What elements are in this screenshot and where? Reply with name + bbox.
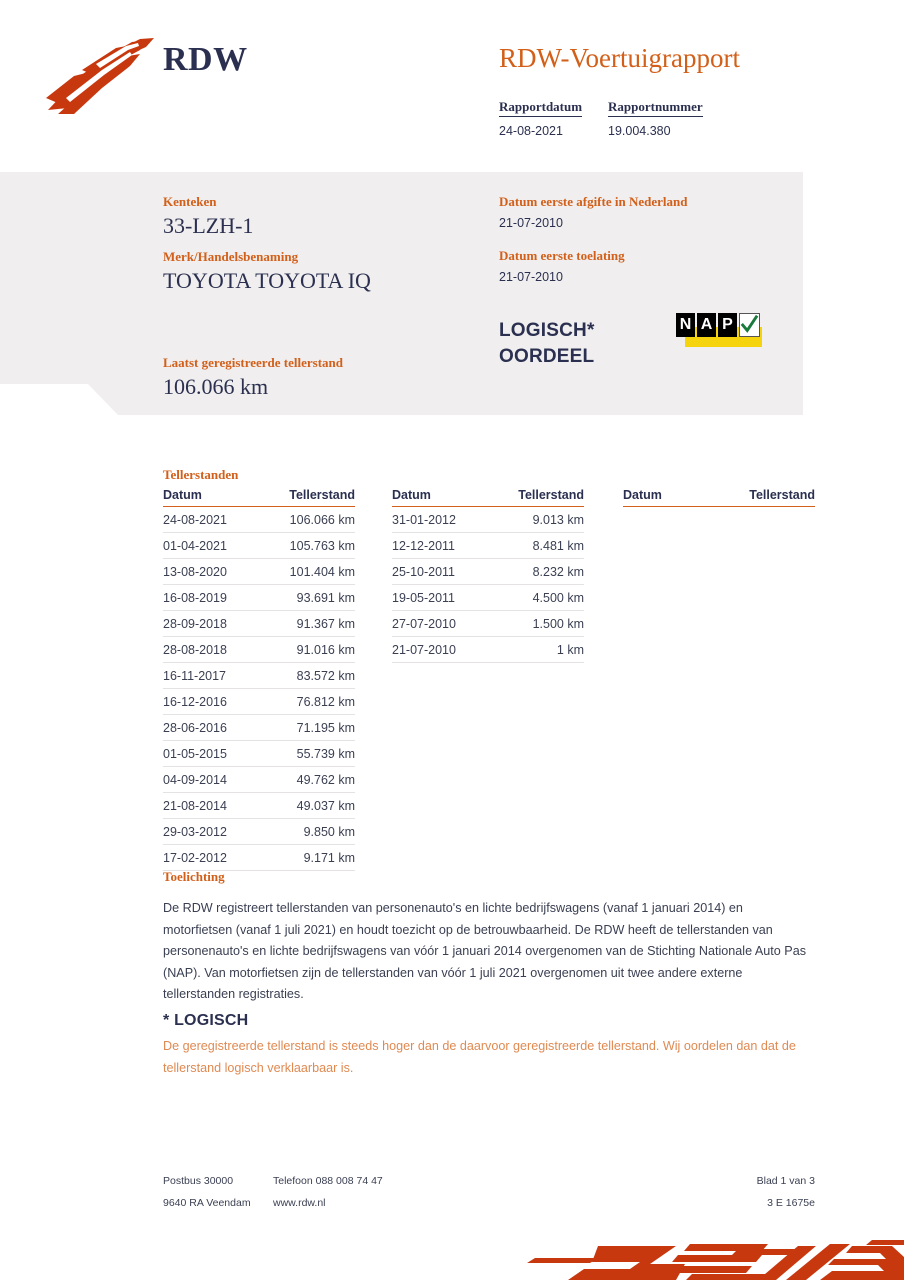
report-title: RDW-Voertuigrapport [499, 43, 740, 73]
col-header-datum: Datum [623, 488, 694, 507]
cell-datum: 31-01-2012 [392, 507, 487, 533]
table-row [163, 819, 355, 845]
oordeel-line-2: OORDEEL [499, 346, 595, 367]
cell-tellerstand: 101.404 km [258, 559, 355, 585]
cell-datum: 17-02-2012 [163, 845, 258, 871]
nap-letter-p: P [718, 313, 737, 337]
table-row [163, 585, 355, 611]
table-row [392, 637, 584, 663]
table-row [392, 611, 584, 637]
nap-letter-a: A [697, 313, 716, 337]
tellerstanden-table-2 [392, 488, 584, 663]
footer-website[interactable]: www.rdw.nl [273, 1197, 326, 1209]
cell-datum: 01-04-2021 [163, 533, 258, 559]
tellerstanden-table-3 [623, 488, 815, 507]
logisch-title: * LOGISCH [163, 1012, 249, 1029]
cell-datum: 19-05-2011 [392, 585, 487, 611]
merk-value: TOYOTA TOYOTA IQ [163, 268, 371, 293]
table-row [163, 767, 355, 793]
eerste-toelating-value: 21-07-2010 [499, 270, 563, 284]
footer-form-code: 3 E 1675e [767, 1197, 815, 1209]
checkmark-icon [740, 314, 759, 336]
report-number-block [608, 99, 703, 138]
cell-datum: 28-06-2016 [163, 715, 258, 741]
cell-tellerstand: 9.850 km [258, 819, 355, 845]
field-eerste-toelating [499, 248, 625, 284]
report-number-value: 19.004.380 [608, 124, 671, 138]
laatst-tellerstand-value: 106.066 km [163, 374, 269, 399]
table-body [163, 507, 355, 871]
table-row [163, 559, 355, 585]
cell-datum: 21-07-2010 [392, 637, 487, 663]
cell-datum: 29-03-2012 [163, 819, 258, 845]
table-row [392, 533, 584, 559]
rdw-feather-logo-icon [44, 36, 159, 116]
table-row [163, 533, 355, 559]
report-number-label: Rapportnummer [608, 99, 703, 117]
table-row [392, 585, 584, 611]
oordeel-status [499, 318, 595, 370]
kenteken-value: 33-LZH-1 [163, 213, 254, 238]
eerste-afgifte-label: Datum eerste afgifte in Nederland [499, 194, 688, 209]
col-header-tellerstand: Tellerstand [258, 488, 355, 507]
cell-datum: 21-08-2014 [163, 793, 258, 819]
table-row [163, 507, 355, 533]
cell-datum: 12-12-2011 [392, 533, 487, 559]
cell-datum: 28-08-2018 [163, 637, 258, 663]
footer-telefoon: Telefoon 088 008 74 47 [273, 1175, 383, 1187]
cell-tellerstand: 9.171 km [258, 845, 355, 871]
cell-tellerstand: 91.016 km [258, 637, 355, 663]
cell-datum: 16-11-2017 [163, 663, 258, 689]
logisch-body: De geregistreerde tellerstand is steeds hoger dan de daarvoor geregistreerde tellerstand. Wij oordelen dan dat de tellerstand logisch verklaarbaar is. [163, 1039, 796, 1075]
footer-row-2 [163, 1192, 815, 1214]
table-row [163, 741, 355, 767]
cell-datum: 25-10-2011 [392, 559, 487, 585]
report-date-block [499, 99, 582, 138]
nap-checkmark-icon [739, 313, 760, 337]
footer-page-number: Blad 1 van 3 [756, 1175, 815, 1187]
field-kenteken [163, 194, 253, 239]
cell-tellerstand: 105.763 km [258, 533, 355, 559]
table-row [163, 637, 355, 663]
tellerstanden-section-title: Tellerstanden [163, 467, 239, 482]
table-row [163, 845, 355, 871]
page-footer [163, 1170, 815, 1214]
eerste-afgifte-value: 21-07-2010 [499, 216, 563, 230]
cell-datum: 13-08-2020 [163, 559, 258, 585]
cell-datum: 27-07-2010 [392, 611, 487, 637]
cell-datum: 16-08-2019 [163, 585, 258, 611]
cell-datum: 16-12-2016 [163, 689, 258, 715]
cell-tellerstand: 8.481 km [487, 533, 584, 559]
cell-datum: 28-09-2018 [163, 611, 258, 637]
table-row [163, 715, 355, 741]
cell-tellerstand: 106.066 km [258, 507, 355, 533]
field-eerste-afgifte [499, 194, 687, 230]
oordeel-line-1: LOGISCH* [499, 320, 595, 341]
col-header-tellerstand: Tellerstand [694, 488, 815, 507]
cell-datum: 01-05-2015 [163, 741, 258, 767]
table-body [392, 507, 584, 663]
nap-logo-icon [676, 313, 762, 347]
footer-row-1 [163, 1170, 815, 1192]
cell-tellerstand: 49.037 km [258, 793, 355, 819]
cell-tellerstand: 71.195 km [258, 715, 355, 741]
cell-tellerstand: 1 km [487, 637, 584, 663]
table-row [163, 793, 355, 819]
cell-tellerstand: 93.691 km [258, 585, 355, 611]
cell-tellerstand: 1.500 km [487, 611, 584, 637]
table-row [163, 689, 355, 715]
cell-tellerstand: 91.367 km [258, 611, 355, 637]
rdw-wordmark: RDW [163, 41, 248, 78]
tellerstanden-table-1 [163, 488, 355, 871]
cell-datum: 04-09-2014 [163, 767, 258, 793]
report-date-value: 24-08-2021 [499, 124, 563, 138]
cell-tellerstand: 83.572 km [258, 663, 355, 689]
table-row [392, 559, 584, 585]
col-header-tellerstand: Tellerstand [487, 488, 584, 507]
report-date-label: Rapportdatum [499, 99, 582, 117]
footer-postbus: Postbus 30000 [163, 1175, 234, 1187]
laatst-tellerstand-label: Laatst geregistreerde tellerstand [163, 355, 344, 370]
toelichting-body: De RDW registreert tellerstanden van personenauto's en lichte bedrijfswagens (vanaf 1 januari 2014) en motorfietsen (vanaf 1 juli 2021) en houdt toezicht op de betrouwbaarheid. De RDW heeft de tellerstanden van personenauto's en lichte bedrijfswagens van vóór 1 januari 2014 overgenomen van de Stichting Nationale Auto Pas (NAP). Van motorfietsen zijn de tellerstanden van vóór 1 juli 2021 overgenomen uit twee andere externe tellerstanden registraties. [163, 901, 807, 1001]
field-merk [163, 249, 371, 294]
cell-tellerstand: 4.500 km [487, 585, 584, 611]
table-row [163, 611, 355, 637]
cell-tellerstand: 76.812 km [258, 689, 355, 715]
table-row [392, 507, 584, 533]
col-header-datum: Datum [163, 488, 258, 507]
footer-city: 9640 RA Veendam [163, 1197, 251, 1209]
kenteken-label: Kenteken [163, 194, 217, 209]
table-row [163, 663, 355, 689]
col-header-datum: Datum [392, 488, 487, 507]
field-laatst-tellerstand [163, 355, 343, 400]
cell-tellerstand: 9.013 km [487, 507, 584, 533]
toelichting-title: Toelichting [163, 869, 225, 884]
cell-tellerstand: 55.739 km [258, 741, 355, 767]
cell-datum: 24-08-2021 [163, 507, 258, 533]
eerste-toelating-label: Datum eerste toelating [499, 248, 625, 263]
bottom-speed-stripes-graphic [480, 1224, 904, 1280]
cell-tellerstand: 49.762 km [258, 767, 355, 793]
nap-letter-n: N [676, 313, 695, 337]
cell-tellerstand: 8.232 km [487, 559, 584, 585]
page-header [0, 0, 904, 172]
merk-label: Merk/Handelsbenaming [163, 249, 299, 264]
